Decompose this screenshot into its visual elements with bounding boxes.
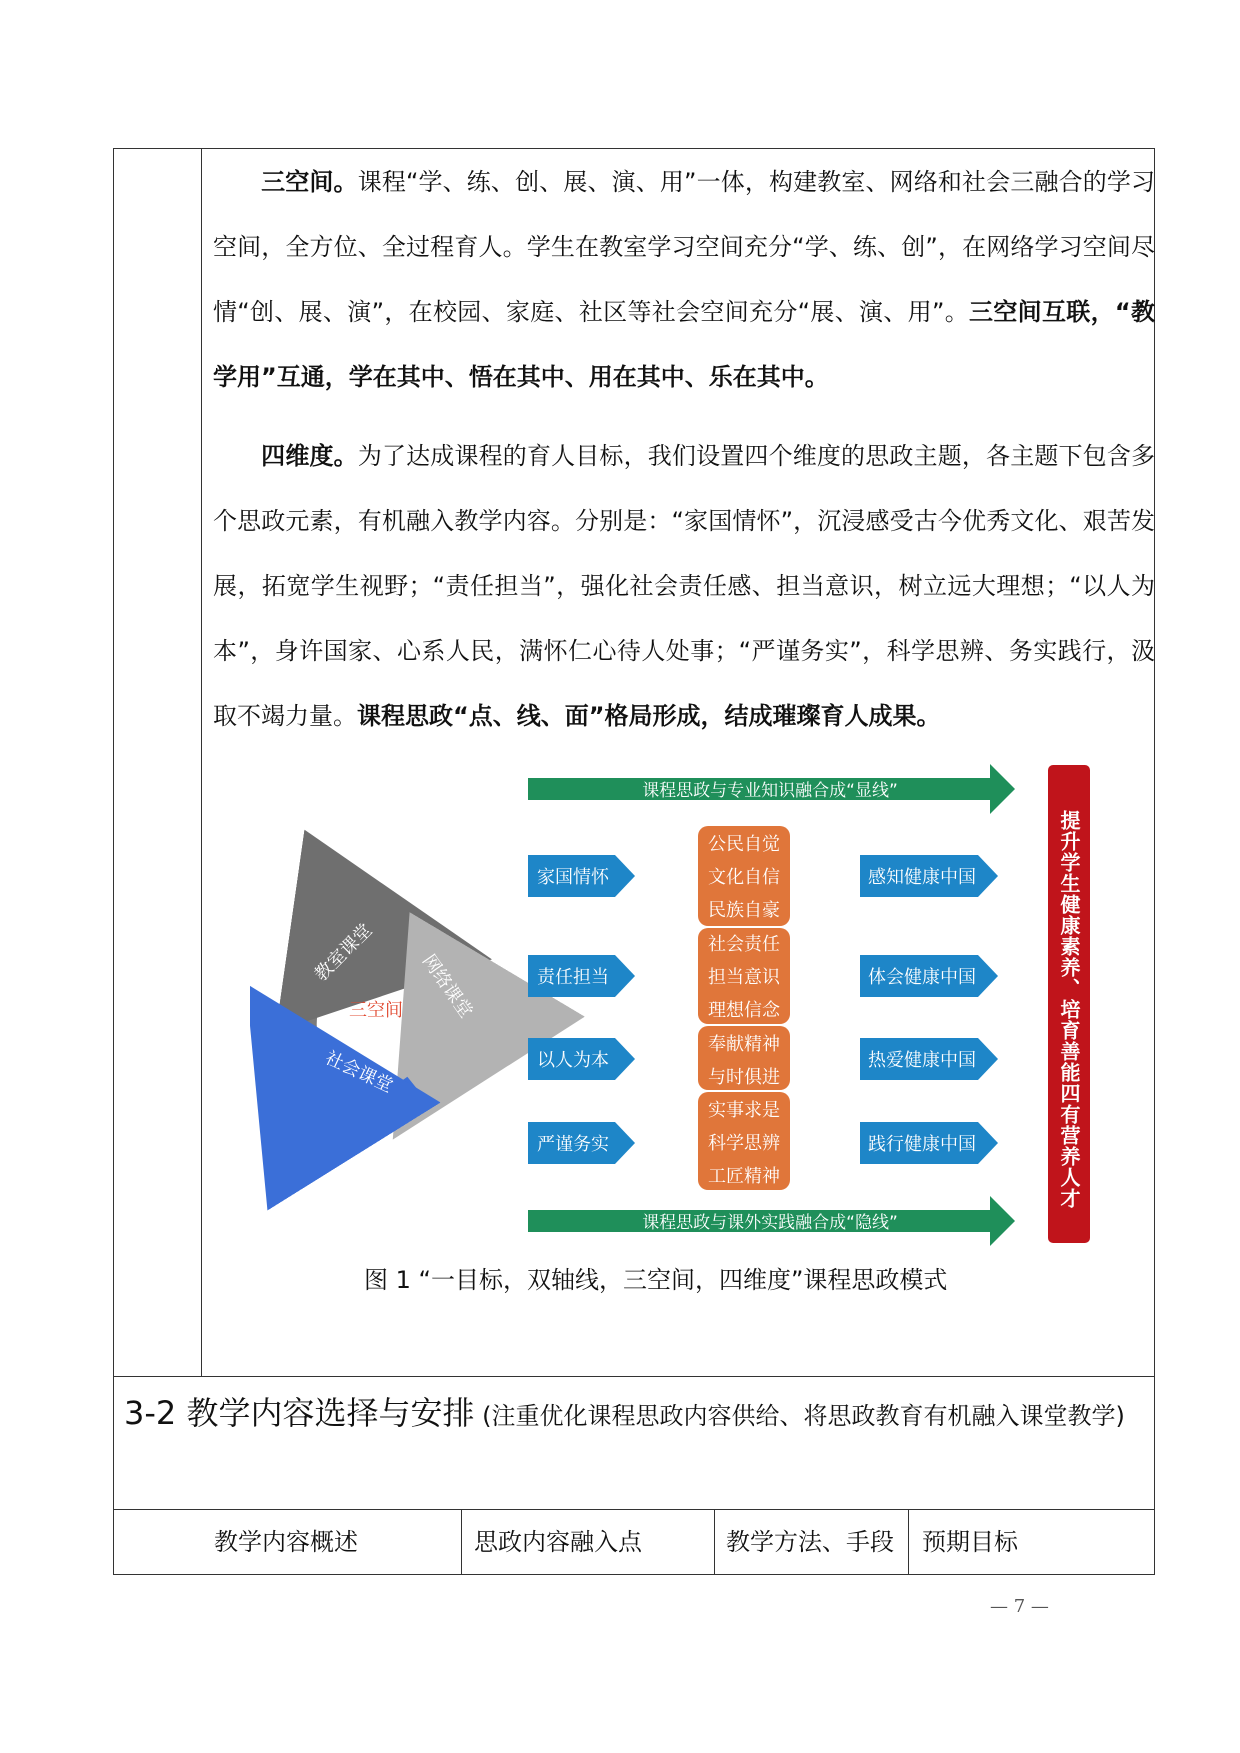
- paragraph-body: 为了达成课程的育人目标，我们设置四个维度的思政主题，各主题下包含多个思政元素，有机融入教学内容。分别是：“家国情怀”，沉浸感受古今优秀文化、艰苦发展，拓宽学生视野；“责任担当”，强化社会责任感、担当意识，树立远大理想；“以人为本”，身许国家、心系人民，满怀仁心待人处事；“严谨务实”，科学思辨、务实践行，汲取不竭力量。: [213, 442, 1155, 730]
- page-number: — 7 —: [990, 1596, 1049, 1617]
- paragraph-body: 课程“学、练、创、展、演、用”一体，构建教室、网络和社会三融合的学习空间，全方位、全过程育人。学生在教室学习空间充分“学、练、创”，在网络学习空间尽情“创、展、演”，在校园、家庭、社区等社会空间充分“展、演、用”。: [213, 168, 1156, 326]
- header-col-divider-2: [714, 1509, 715, 1575]
- ideology-model-diagram: [250, 760, 1100, 1250]
- element-label: 文化自信: [708, 867, 780, 888]
- cycle-label-society: 社会课堂: [321, 1047, 397, 1097]
- goal-label: 提升学生健康素养、培育善能四有营养人才: [1057, 810, 1081, 1209]
- paragraph-emphasis: 课程思政“点、线、面”格局形成，结成璀璨育人成果。: [357, 702, 941, 730]
- element-label: 社会责任: [708, 934, 780, 955]
- header-col-divider-3: [908, 1509, 909, 1575]
- theme-label: 以人为本: [537, 1050, 609, 1071]
- element-label: 理想信念: [708, 1000, 780, 1021]
- bottom-axis-label: 课程思政与课外实践融合成“隐线”: [642, 1213, 898, 1233]
- theme-label: 严谨务实: [537, 1134, 609, 1155]
- header-col-divider-1: [461, 1509, 462, 1575]
- section-title: 3-2 教学内容选择与安排: [124, 1394, 475, 1432]
- outcome-label: 践行健康中国: [868, 1134, 976, 1155]
- bottom-axis-arrow: [528, 1196, 1015, 1246]
- element-label: 公民自觉: [708, 834, 780, 855]
- table-header-goals: 预期目标: [922, 1528, 1018, 1556]
- section-divider: [113, 1376, 1155, 1377]
- top-axis-label: 课程思政与专业知识融合成“显线”: [642, 781, 898, 801]
- paragraph-three-spaces: [213, 150, 1155, 410]
- table-header-methods: 教学方法、手段: [726, 1528, 894, 1556]
- paragraph-lead: 三空间。: [261, 168, 358, 196]
- section-note: (注重优化课程思政内容供给、将思政教育有机融入课堂教学): [482, 1402, 1125, 1430]
- table-header-content: 教学内容概述: [214, 1528, 358, 1556]
- theme-label: 家国情怀: [537, 867, 609, 888]
- table-header-ideology: 思政内容融入点: [474, 1528, 642, 1556]
- paragraph-four-dimensions: [213, 424, 1155, 749]
- outcome-label: 感知健康中国: [868, 867, 976, 888]
- element-label: 科学思辨: [708, 1133, 780, 1154]
- outcome-label: 热爱健康中国: [868, 1050, 976, 1071]
- theme-arrows: [528, 855, 635, 1164]
- outcome-arrows: [860, 855, 998, 1164]
- element-label: 与时俱进: [708, 1067, 780, 1088]
- top-axis-arrow: [528, 764, 1015, 814]
- figure-caption: 图 1 “一目标，双轴线，三空间，四维度”课程思政模式: [364, 1266, 948, 1294]
- element-label: 奉献精神: [708, 1034, 780, 1055]
- left-column-divider: [201, 148, 202, 1376]
- cycle-label-online: 网络课堂: [417, 950, 477, 1022]
- element-boxes: [698, 826, 790, 1190]
- outcome-label: 体会健康中国: [868, 967, 976, 988]
- paragraph-emphasis: 三空间互联，“教学用”互通，学在其中、悟在其中、用在其中、乐在其中。: [213, 298, 1156, 391]
- element-label: 民族自豪: [708, 900, 780, 921]
- element-label: 担当意识: [708, 967, 780, 988]
- paragraph-lead: 四维度。: [261, 442, 358, 470]
- goal-bar: [1048, 765, 1090, 1243]
- element-label: 实事求是: [708, 1100, 780, 1121]
- three-spaces-cycle: [300, 920, 477, 1108]
- section-heading: [124, 1382, 1154, 1447]
- cycle-label-classroom: 教室课堂: [310, 919, 377, 986]
- theme-label: 责任担当: [537, 967, 609, 988]
- element-label: 工匠精神: [708, 1166, 780, 1187]
- cycle-center-label: 三空间: [349, 1000, 403, 1021]
